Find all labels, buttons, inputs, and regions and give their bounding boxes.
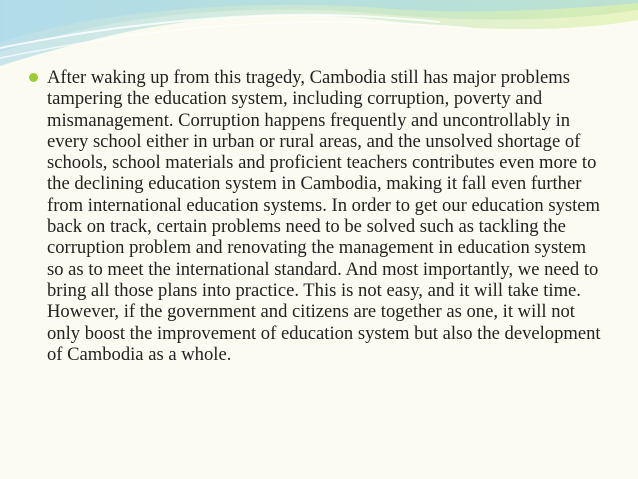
slide-body-text: After waking up from this tragedy, Cambodia still has major problems tampering the education system, including corruption, poverty and mismanagement. Corruption happens frequently and uncontrollably in every school either in urban or rural areas, and the unsolved shortage of schools, school materials and proficient teachers contributes even more to the declining education system in Cambodia, making it fall even further from international education systems. In order to get our education system back on track, certain problems need to be solved such as tackling the corruption problem and renovating the management in education system so as to meet the international standard. And most importantly, we need to bring all those plans into practice. This is not easy, and it will take time. However, if the government and citizens are together as one, it will not only boost the improvement of education system but also the development of Cambodia as a whole. xyxy=(47,67,601,365)
bullet-icon xyxy=(28,72,39,83)
